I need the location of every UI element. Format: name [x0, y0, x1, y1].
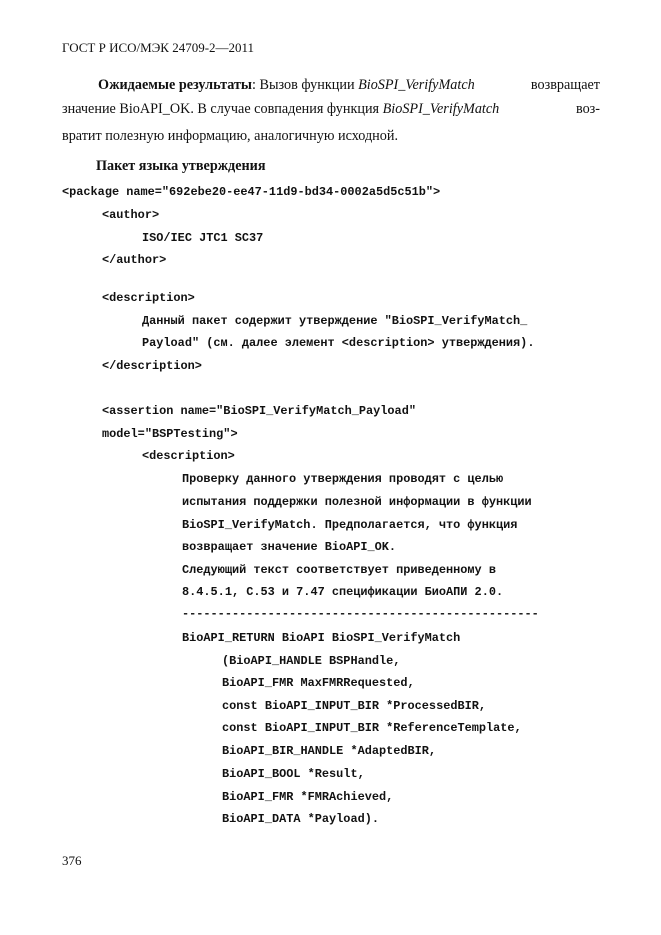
code-separator: -------------------------------------------------- [182, 607, 539, 621]
document-header: ГОСТ Р ИСО/МЭК 24709-2—2011 [62, 40, 255, 55]
code-line: </author> [102, 253, 167, 267]
code-line: BioAPI_DATA *Payload). [222, 812, 379, 826]
code-line: <assertion name="BioSPI_VerifyMatch_Payload" [102, 404, 416, 418]
expected-results-label: Ожидаемые результаты [98, 77, 252, 93]
code-line: Следующий текст соответствует приведенному в [182, 563, 496, 577]
code-line: </description> [102, 359, 202, 373]
code-line: BioAPI_RETURN BioAPI BioSPI_VerifyMatch [182, 631, 461, 645]
code-line: 8.4.5.1, С.53 и 7.47 спецификации БиоАПИ 2.0. [182, 585, 504, 599]
code-line: <author> [102, 208, 160, 222]
code-line: BioAPI_BIR_HANDLE *AdaptedBIR, [222, 744, 437, 758]
intro-line-1-middle: : Вызов функции [252, 77, 359, 93]
code-line: const BioAPI_INPUT_BIR *ReferenceTemplate, [222, 721, 522, 735]
code-line: model="BSPTesting"> [102, 427, 238, 441]
code-line: BioAPI_FMR MaxFMRRequested, [222, 676, 415, 690]
section-heading: Пакет языка утверждения [96, 158, 266, 174]
code-line: Payload" (см. далее элемент <description> утверждения). [142, 336, 535, 350]
intro-line-1-end: возвращает [530, 77, 600, 93]
intro-line-3: вратит полезную информацию, аналогичную исходной. [62, 128, 399, 144]
code-line: BioSPI_VerifyMatch. Предполагается, что функция [182, 518, 518, 532]
function-name-1: BioSPI_VerifyMatch [358, 77, 475, 93]
page-number: 376 [62, 853, 82, 868]
code-line: <description> [102, 291, 195, 305]
intro-line-2 [62, 101, 600, 118]
code-line: BioAPI_FMR *FMRAchieved, [222, 790, 394, 804]
code-line: ISO/IEC JTC1 SC37 [142, 231, 264, 245]
code-line: Проверку данного утверждения проводят с целью [182, 472, 504, 486]
intro-line-2-text [62, 101, 499, 118]
intro-line-2-end: воз- [575, 101, 600, 117]
intro-paragraph [62, 77, 600, 94]
code-line: BioAPI_BOOL *Result, [222, 767, 365, 781]
code-line: <package name="692ebe20-ee47-11d9-bd34-0002a5d5c51b"> [62, 185, 441, 199]
code-line: <description> [142, 449, 235, 463]
intro-line-1-text [98, 77, 475, 94]
code-line: возвращает значение BioAPI_OK. [182, 540, 397, 554]
intro-paragraph-line2 [62, 101, 600, 118]
code-line: const BioAPI_INPUT_BIR *ProcessedBIR, [222, 699, 487, 713]
code-line: Данный пакет содержит утверждение "BioSPI_VerifyMatch_ [142, 314, 528, 328]
code-line: испытания поддержки полезной информации в функции [182, 495, 532, 509]
function-name-2: BioSPI_VerifyMatch [382, 101, 500, 117]
intro-line-1 [98, 77, 600, 94]
intro-line-2-start: значение BioAPI_OK. В случае совпадения функция [62, 101, 383, 117]
code-line: (BioAPI_HANDLE BSPHandle, [222, 654, 401, 668]
